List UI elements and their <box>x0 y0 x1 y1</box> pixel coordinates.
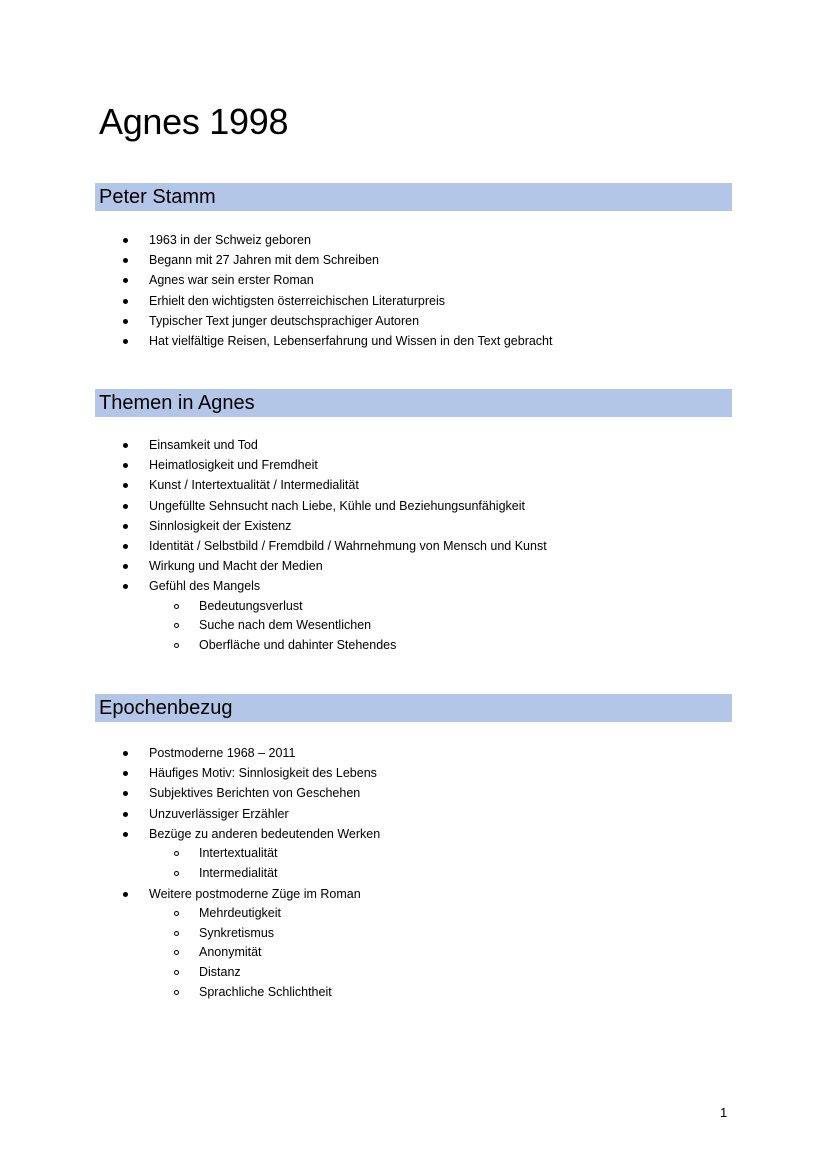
list-item <box>0 804 828 824</box>
bullet-dot-icon <box>123 319 128 324</box>
list-item <box>0 331 828 351</box>
list-item <box>0 230 828 250</box>
bullet-circle-icon <box>174 950 179 955</box>
bullet-dot-icon <box>123 299 128 304</box>
list-item-text: Erhielt den wichtigsten österreichischen Literaturpreis <box>149 293 445 308</box>
sub-list-item-text: Anonymität <box>199 945 262 960</box>
sub-list-item <box>0 943 828 963</box>
sub-list-item-text: Distanz <box>199 965 241 980</box>
bullet-circle-icon <box>174 871 179 876</box>
list-item-text: Sinnlosigkeit der Existenz <box>149 518 292 533</box>
list-item <box>0 824 828 844</box>
bullet-dot-icon <box>123 564 128 569</box>
sub-list-item <box>0 963 828 983</box>
section-heading-epochenbezug: Epochenbezug <box>95 694 732 722</box>
bullet-dot-icon <box>123 544 128 549</box>
bullet-dot-icon <box>123 278 128 283</box>
sub-list-item <box>0 904 828 924</box>
sub-list-item-text: Intertextualität <box>199 845 278 860</box>
list-item-text: Unzuverlässiger Erzähler <box>149 806 289 821</box>
bullet-dot-icon <box>123 791 128 796</box>
sub-list-item-text: Suche nach dem Wesentlichen <box>199 618 372 633</box>
list-item-text: Weitere postmoderne Züge im Roman <box>149 886 361 901</box>
list-item <box>0 435 828 455</box>
list-item <box>0 250 828 270</box>
list-item-text: Typischer Text junger deutschsprachiger Autoren <box>149 313 420 328</box>
list-item <box>0 576 828 596</box>
list-item-text: Hat vielfältige Reisen, Lebenserfahrung und Wissen in den Text gebracht <box>149 333 553 348</box>
bullet-circle-icon <box>174 604 179 609</box>
bullet-circle-icon <box>174 931 179 936</box>
sub-list-item-text: Intermedialität <box>199 865 278 880</box>
bullet-circle-icon <box>174 990 179 995</box>
bullet-dot-icon <box>123 443 128 448</box>
sub-list-item-text: Mehrdeutigkeit <box>199 905 281 920</box>
bullet-dot-icon <box>123 892 128 897</box>
list-item <box>0 311 828 331</box>
sub-list-item <box>0 983 828 1003</box>
sub-list-item <box>0 616 828 636</box>
list-item <box>0 475 828 495</box>
list-item-text: Begann mit 27 Jahren mit dem Schreiben <box>149 253 379 268</box>
section-list <box>0 230 828 351</box>
list-item <box>0 556 828 576</box>
list-item <box>0 536 828 556</box>
list-item <box>0 783 828 803</box>
list-item-text: Agnes war sein erster Roman <box>149 273 314 288</box>
list-item <box>0 763 828 783</box>
sub-list-item <box>0 924 828 944</box>
bullet-circle-icon <box>174 851 179 856</box>
sub-list-item-text: Oberfläche und dahinter Stehendes <box>199 638 397 653</box>
list-item <box>0 743 828 763</box>
bullet-dot-icon <box>123 258 128 263</box>
bullet-dot-icon <box>123 238 128 243</box>
bullet-dot-icon <box>123 463 128 468</box>
sub-list-item <box>0 636 828 656</box>
section-list <box>0 435 828 656</box>
sub-list-item-text: Synkretismus <box>199 925 275 940</box>
section-list <box>0 743 828 1003</box>
bullet-circle-icon <box>174 643 179 648</box>
list-item <box>0 270 828 290</box>
list-item-text: Heimatlosigkeit und Fremdheit <box>149 458 318 473</box>
bullet-circle-icon <box>174 970 179 975</box>
list-item-text: Gefühl des Mangels <box>149 579 261 594</box>
bullet-dot-icon <box>123 339 128 344</box>
list-item-text: 1963 in der Schweiz geboren <box>149 233 311 247</box>
bullet-dot-icon <box>123 504 128 509</box>
page-number: 1 <box>720 1105 728 1120</box>
list-item-text: Identität / Selbstbild / Fremdbild / Wahrnehmung von Mensch und Kunst <box>149 538 547 553</box>
bullet-dot-icon <box>123 771 128 776</box>
list-item <box>0 516 828 536</box>
sub-list-item-text: Bedeutungsverlust <box>199 598 303 613</box>
list-item-text: Kunst / Intertextualität / Intermedialität <box>149 478 359 493</box>
bullet-dot-icon <box>123 832 128 837</box>
sub-list-item <box>0 864 828 884</box>
list-item-text: Wirkung und Macht der Medien <box>149 559 323 574</box>
list-item <box>0 455 828 475</box>
list-item-text: Ungefüllte Sehnsucht nach Liebe, Kühle und Beziehungsunfähigkeit <box>149 498 525 513</box>
bullet-dot-icon <box>123 483 128 488</box>
bullet-circle-icon <box>174 911 179 916</box>
section-heading-themen: Themen in Agnes <box>95 389 732 417</box>
sub-list-item <box>0 844 828 864</box>
bullet-dot-icon <box>123 584 128 589</box>
list-item-text: Häufiges Motiv: Sinnlosigkeit des Lebens <box>149 766 377 781</box>
sub-list-item <box>0 597 828 617</box>
section-heading-peter-stamm: Peter Stamm <box>95 183 732 211</box>
list-item <box>0 884 828 904</box>
list-item-text: Einsamkeit und Tod <box>149 438 258 452</box>
document-title: Agnes 1998 <box>99 101 289 142</box>
list-item-text: Postmoderne 1968 – 2011 <box>149 746 296 760</box>
list-item <box>0 496 828 516</box>
list-item-text: Bezüge zu anderen bedeutenden Werken <box>149 826 381 841</box>
bullet-dot-icon <box>123 812 128 817</box>
bullet-dot-icon <box>123 524 128 529</box>
list-item-text: Subjektives Berichten von Geschehen <box>149 786 361 801</box>
list-item <box>0 291 828 311</box>
bullet-dot-icon <box>123 751 128 756</box>
bullet-circle-icon <box>174 623 179 628</box>
sub-list-item-text: Sprachliche Schlichtheit <box>199 984 332 999</box>
